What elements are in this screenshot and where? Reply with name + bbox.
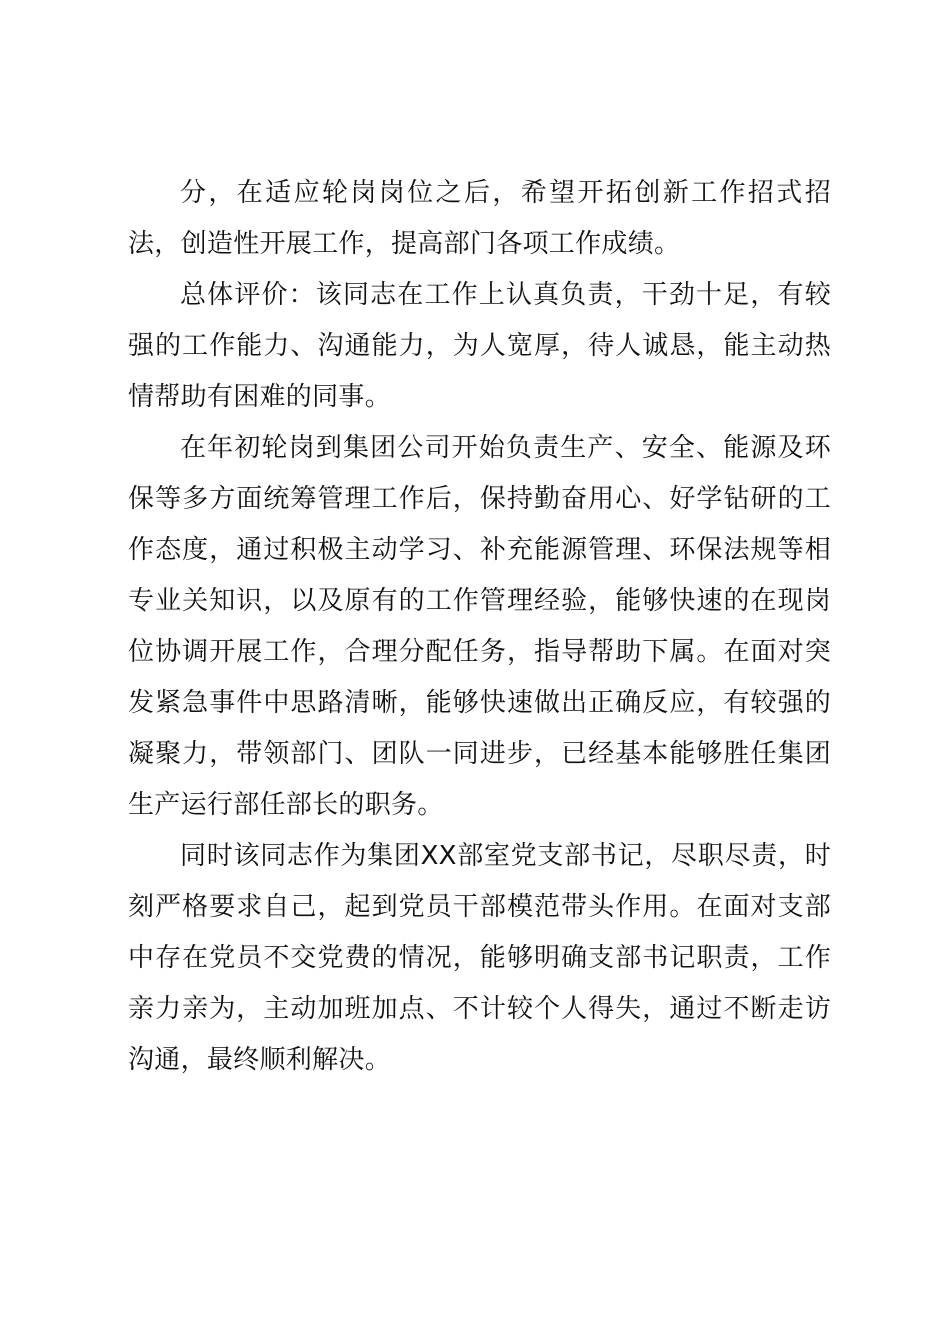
paragraph-1: 分，在适应轮岗岗位之后，希望开拓创新工作招式招法，创造性开展工作，提高部门各项工作成绩。 [128,178,831,259]
paragraph-4: 同时该同志作为集团XX部室党支部书记，尽职尽责，时刻严格要求自己，起到党员干部模范带头作用。在面对支部中存在党员不交党费的情况，能够明确支部书记职责，工作亲力亲为，主动加班加点、不计较个人得失，通过不断走访沟通，最终顺利解决。 [128,841,831,1075]
paragraph-3: 在年初轮岗到集团公司开始负责生产、安全、能源及环保等多方面统筹管理工作后，保持勤奋用心、好学钻研的工作态度，通过积极主动学习、补充能源管理、环保法规等相专业关知识，以及原有的工作管理经验，能够快速的在现岗位协调开展工作，合理分配任务，指导帮助下属。在面对突发紧急事件中思路清晰，能够快速做出正确反应，有较强的凝聚力，带领部门、团队一同进步，已经基本能够胜任集团生产运行部任部长的职务。 [128,433,831,820]
paragraph-2: 总体评价：该同志在工作上认真负责，干劲十足，有较强的工作能力、沟通能力，为人宽厚，待人诚恳，能主动热情帮助有困难的同事。 [128,280,831,412]
document-body [128,168,831,1086]
